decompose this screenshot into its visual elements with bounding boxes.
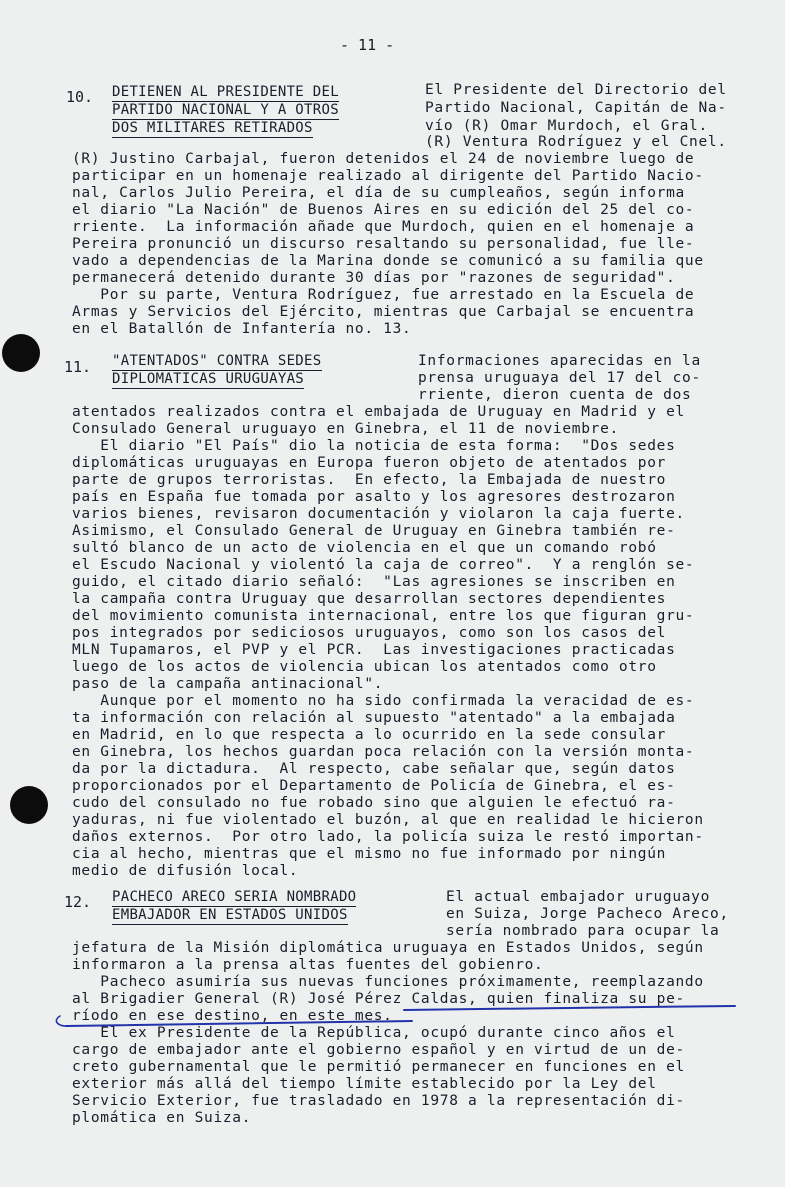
body-line: (R) Justino Carbajal, fueron detenidos el 24 de noviembre luego de — [72, 151, 695, 167]
body-line: participar en un homenaje realizado al dirigente del Partido Nacio- — [72, 168, 704, 184]
body-line: Pereira pronunció un discurso resaltando su personalidad, fue lle- — [72, 236, 695, 252]
body-line: creto gubernamental que le permitió permanecer en funciones en el — [72, 1059, 685, 1075]
body-line: Por su parte, Ventura Rodríguez, fue arrestado en la Escuela de — [72, 287, 695, 303]
body-line: vado a dependencias de la Marina donde se comunicó a su familia que — [72, 253, 704, 269]
body-line: guido, el citado diario señaló: "Las agresiones se inscriben en — [72, 574, 676, 590]
body-line: luego de los actos de violencia ubican los atentados como otro — [72, 659, 657, 675]
body-line: en el Batallón de Infantería no. 13. — [72, 321, 412, 337]
body-line: El ex Presidente de la República, ocupó durante cinco años el — [72, 1025, 676, 1041]
body-line: rriente. La información añade que Murdoch, quien en el homenaje a — [72, 219, 695, 235]
body-line: en Madrid, en lo que respecta a lo ocurrido en la sede consular — [72, 727, 667, 743]
body-line: parte de grupos terroristas. En efecto, la Embajada de nuestro — [72, 472, 667, 488]
body-line: en Suiza, Jorge Pacheco Areco, — [446, 906, 729, 922]
heading-line: DOS MILITARES RETIRADOS — [112, 120, 313, 136]
item-number: 11. — [64, 358, 92, 376]
item-heading — [112, 353, 322, 389]
body-line: la campaña contra Uruguay que desarrollan sectores dependientes — [72, 591, 667, 607]
page-number: - 11 - — [340, 36, 395, 54]
body-line: El Presidente del Directorio del — [425, 82, 727, 98]
item-number: 12. — [64, 893, 92, 911]
body-line: atentados realizados contra el embajada de Uruguay en Madrid y el — [72, 404, 685, 420]
body-line: pos integrados por sediciosos uruguayos, como son los casos del — [72, 625, 667, 641]
body-line: Armas y Servicios del Ejército, mientras que Carbajal se encuentra — [72, 304, 695, 320]
body-line: daños externos. Por otro lado, la policía suiza le restó importan- — [72, 829, 704, 845]
heading-line: PARTIDO NACIONAL Y A OTROS — [112, 102, 339, 118]
body-line: Aunque por el momento no ha sido confirmada la veracidad de es- — [72, 693, 695, 709]
body-line: Servicio Exterior, fue trasladado en 1978 a la representación di- — [72, 1093, 685, 1109]
body-line: plomática en Suiza. — [72, 1110, 252, 1126]
heading-line: PACHECO ARECO SERIA NOMBRADO — [112, 889, 357, 905]
body-line: paso de la campaña antinacional". — [72, 676, 384, 692]
body-line: ríodo en ese destino, en este mes. — [72, 1008, 393, 1024]
body-line: en Ginebra, los hechos guardan poca relación con la versión monta- — [72, 744, 695, 760]
heading-line: DIPLOMATICAS URUGUAYAS — [112, 371, 305, 387]
body-line: Partido Nacional, Capitán de Na- — [425, 100, 727, 116]
body-line: yaduras, ni fue violentado el buzón, al que en realidad le hicieron — [72, 812, 704, 828]
body-line: informaron a la prensa altas fuentes del gobienro. — [72, 957, 544, 973]
body-line: Informaciones aparecidas en la — [418, 353, 701, 369]
item-number: 10. — [66, 88, 94, 106]
punch-hole-top — [2, 334, 40, 372]
body-line: jefatura de la Misión diplomática uruguaya en Estados Unidos, según — [72, 940, 704, 956]
body-line: varios bienes, revisaron documentación y violaron la caja fuerte. — [72, 506, 685, 522]
body-line: El diario "El País" dio la noticia de esta forma: "Dos sedes — [72, 438, 676, 454]
body-line: sería nombrado para ocupar la — [446, 923, 720, 939]
body-line: el diario "La Nación" de Buenos Aires en su edición del 25 del co- — [72, 202, 695, 218]
heading-line: EMBAJADOR EN ESTADOS UNIDOS — [112, 907, 348, 923]
body-line: cudo del consulado no fue robado sino que alguien le efectuó ra- — [72, 795, 676, 811]
body-line: medio de difusión local. — [72, 863, 299, 879]
body-line: diplomáticas uruguayas en Europa fueron objeto de atentados por — [72, 455, 667, 471]
body-line: el Escudo Nacional y violentó la caja de correo". Y a renglón se- — [72, 557, 695, 573]
body-line: ta información con relación al supuesto "atentado" a la embajada — [72, 710, 676, 726]
item-heading — [112, 889, 356, 925]
body-line: cia al hecho, mientras que el mismo no fue informado por ningún — [72, 846, 667, 862]
body-line: del movimiento comunista internacional, entre los que figuran gru- — [72, 608, 695, 624]
body-line: permanecerá detenido durante 30 días por "razones de seguridad". — [72, 270, 676, 286]
body-line: Asimismo, el Consulado General de Uruguay en Ginebra también re- — [72, 523, 676, 539]
heading-line: DETIENEN AL PRESIDENTE DEL — [112, 84, 339, 100]
body-line: (R) Ventura Rodríguez y el Cnel. — [425, 134, 727, 150]
body-line: vío (R) Omar Murdoch, el Gral. — [425, 118, 708, 134]
body-line: exterior más allá del tiempo límite establecido por la Ley del — [72, 1076, 657, 1092]
body-line: Pacheco asumiría sus nuevas funciones próximamente, reemplazando — [72, 974, 704, 990]
body-line: proporcionados por el Departamento de Policía de Ginebra, el es- — [72, 778, 676, 794]
body-line: MLN Tupamaros, el PVP y el PCR. Las investigaciones practicadas — [72, 642, 676, 658]
body-line: país en España fue tomada por asalto y los agresores destrozaron — [72, 489, 676, 505]
item-heading — [112, 84, 339, 138]
body-line: al Brigadier General (R) José Pérez Caldas, quien finaliza su pe- — [72, 991, 685, 1007]
body-line: sultó blanco de un acto de violencia en el que un comando robó — [72, 540, 657, 556]
body-line: Consulado General uruguayo en Ginebra, el 11 de noviembre. — [72, 421, 619, 437]
heading-line: "ATENTADOS" CONTRA SEDES — [112, 353, 322, 369]
body-line: cargo de embajador ante el gobierno español y en virtud de un de- — [72, 1042, 685, 1058]
punch-hole-bottom — [10, 786, 48, 824]
body-line: rriente, dieron cuenta de dos — [418, 387, 692, 403]
body-line: El actual embajador uruguayo — [446, 889, 711, 905]
body-line: da por la dictadura. Al respecto, cabe señalar que, según datos — [72, 761, 676, 777]
body-line: nal, Carlos Julio Pereira, el día de su cumpleaños, según informa — [72, 185, 685, 201]
body-line: prensa uruguaya del 17 del co- — [418, 370, 701, 386]
